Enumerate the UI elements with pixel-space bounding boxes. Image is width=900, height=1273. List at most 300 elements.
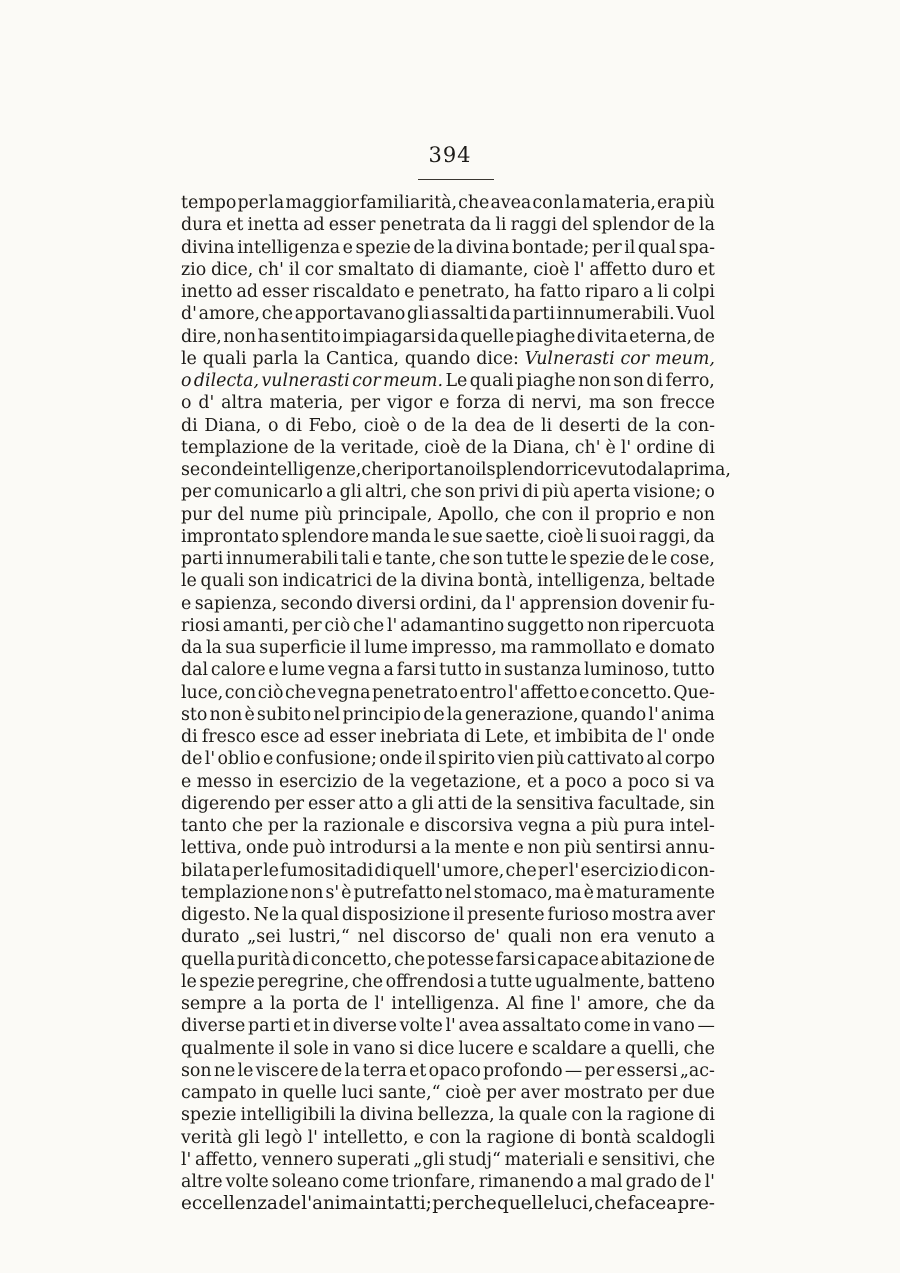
word: confusione; — [275, 749, 377, 770]
word: bilata — [181, 860, 231, 881]
word: maggior — [285, 193, 359, 213]
word: di — [659, 860, 677, 881]
word: de — [627, 549, 649, 569]
word: nel — [357, 927, 385, 948]
word: onde — [245, 838, 289, 859]
word: annu- — [665, 838, 715, 859]
word: intelligibili — [240, 1105, 336, 1126]
word: lustri,“ — [288, 927, 350, 948]
word: de' — [473, 927, 500, 948]
word: cor — [304, 259, 334, 280]
word: furioso — [547, 905, 609, 925]
word: innumerabili — [225, 549, 339, 569]
word: di — [646, 371, 664, 391]
word: improntato — [181, 526, 279, 547]
word: capace — [537, 949, 599, 970]
word: avea — [458, 1016, 500, 1037]
word: di — [698, 1105, 715, 1126]
word: materia, — [269, 393, 344, 414]
word: spezie — [199, 971, 255, 992]
word: campato — [181, 1083, 257, 1103]
word: de — [320, 1060, 343, 1081]
word: più — [687, 193, 715, 213]
word: privi — [478, 482, 519, 503]
word: saette, — [485, 526, 545, 547]
word: poco — [565, 771, 607, 792]
word: da — [489, 304, 511, 325]
word: peregrine, — [257, 971, 350, 992]
word: l' — [657, 727, 668, 747]
word: nel — [444, 882, 472, 903]
word: quali — [200, 571, 245, 592]
word: seconde — [181, 460, 254, 480]
text-line — [181, 904, 715, 926]
word: affetto — [589, 259, 647, 280]
word: riosi — [181, 615, 220, 636]
word: che — [655, 994, 687, 1014]
word: discorsiva — [424, 816, 514, 836]
word: vegna — [327, 660, 381, 681]
word: di — [419, 259, 436, 280]
text-line — [181, 704, 715, 726]
word: piaghe — [515, 326, 576, 347]
word: o — [406, 415, 418, 436]
text-line — [181, 771, 715, 793]
word: la — [699, 215, 715, 236]
word: li — [586, 526, 598, 547]
word: sentirsi — [595, 838, 662, 859]
text-line — [181, 281, 715, 303]
word: quando — [580, 704, 647, 725]
word: a — [253, 994, 264, 1014]
word: avea — [490, 193, 532, 213]
word: farsi — [495, 949, 536, 970]
word: onde — [671, 727, 715, 747]
text-line — [181, 392, 715, 414]
word: viscere — [255, 1060, 319, 1081]
word: ma — [588, 393, 616, 414]
word: Le — [445, 371, 468, 391]
word: pre- — [677, 1193, 715, 1215]
word: vita — [594, 326, 628, 347]
word: è — [244, 704, 255, 725]
word: la — [434, 838, 451, 859]
word: de — [413, 237, 435, 258]
text-line — [181, 659, 715, 681]
word: d' — [198, 393, 215, 414]
word: divina — [359, 1105, 414, 1126]
text-line — [181, 993, 715, 1015]
word: bontà, — [477, 571, 534, 592]
word: porta — [292, 994, 340, 1014]
word: che — [683, 1038, 715, 1059]
word: trionfare, — [392, 1172, 476, 1192]
word: vennero — [261, 1149, 334, 1170]
word: si — [674, 771, 690, 792]
word: ciò — [324, 615, 351, 636]
word: „sei — [247, 927, 282, 948]
word: da — [469, 215, 492, 236]
word: mente — [454, 838, 510, 859]
word: da — [480, 593, 503, 614]
word: a — [576, 1172, 588, 1192]
word: spezie — [569, 549, 625, 569]
word: templazione — [181, 437, 289, 458]
word: vien — [497, 749, 535, 770]
word: vigor — [386, 393, 433, 414]
text-line — [181, 370, 715, 392]
word: con — [532, 193, 564, 213]
word: intelletto, — [323, 1127, 409, 1148]
page-number: 394 — [428, 143, 472, 167]
word: luce, — [181, 682, 224, 703]
word: luci, — [554, 1193, 594, 1215]
word: o — [268, 415, 279, 436]
word: sustanza — [504, 660, 582, 681]
word: con — [571, 1105, 603, 1126]
word: generazione, — [464, 704, 579, 725]
word: adamantino — [400, 615, 505, 636]
word: esser — [307, 793, 355, 814]
word: che — [284, 682, 317, 703]
word: principale, — [338, 504, 433, 525]
word: Lete, — [484, 727, 530, 747]
word: diverse — [181, 1016, 246, 1037]
text-line — [181, 1060, 715, 1082]
word: e — [635, 638, 646, 658]
word: intel- — [669, 816, 715, 836]
word: meum. — [383, 371, 444, 391]
word: divina — [420, 571, 475, 592]
text-line — [181, 237, 715, 259]
word: quali — [507, 927, 552, 948]
word: domato — [648, 638, 715, 658]
word: del — [561, 215, 589, 236]
word: esser — [328, 215, 376, 236]
text-line — [181, 615, 715, 637]
word: son — [472, 549, 504, 569]
word: non — [209, 704, 243, 725]
word: la — [205, 638, 222, 658]
word: suoi — [599, 526, 637, 547]
word: lume — [364, 638, 408, 658]
word: affetto, — [195, 1149, 259, 1170]
word: et — [533, 727, 551, 747]
word: a — [397, 793, 408, 814]
word: ha — [257, 326, 280, 347]
word: profondo — [483, 1060, 563, 1081]
word: rammollato — [530, 638, 632, 658]
word: che — [361, 460, 393, 480]
word: ordini, — [419, 593, 478, 614]
word: eterna, — [629, 326, 693, 347]
word: grado — [625, 1172, 678, 1192]
word: il — [453, 905, 465, 925]
word: colpi — [672, 282, 715, 302]
word: il — [424, 749, 436, 770]
word: quando — [404, 348, 471, 369]
word: esce — [260, 727, 300, 747]
word: li — [495, 215, 507, 236]
word: „ac- — [679, 1060, 715, 1081]
word: s' — [325, 882, 340, 903]
word: dice: — [476, 348, 519, 369]
word: facultade, — [597, 793, 686, 814]
word: dea — [474, 415, 507, 436]
text-line — [181, 326, 715, 348]
word: subito — [256, 704, 312, 725]
word: legò — [264, 1127, 303, 1148]
word: sensitiva — [516, 793, 594, 814]
word: et — [293, 1016, 311, 1037]
word: smaltato — [338, 259, 415, 280]
word: nume — [249, 504, 299, 525]
word: di — [559, 1127, 576, 1148]
word: che — [393, 949, 426, 970]
word: qual — [300, 905, 340, 925]
word: parti — [248, 1016, 291, 1037]
word: come — [583, 1016, 631, 1037]
word: sentito — [280, 326, 341, 347]
word: esser — [262, 282, 309, 302]
word: indicatrici — [282, 571, 373, 592]
word: la — [344, 1060, 361, 1081]
word: dire, — [181, 326, 222, 347]
word: Ne — [253, 905, 280, 925]
text-line — [181, 570, 715, 592]
word: riscaldato — [312, 282, 401, 302]
word: meum, — [654, 348, 715, 369]
word: a — [642, 282, 654, 302]
text-line — [181, 303, 715, 325]
word: non — [559, 927, 593, 948]
word: la — [269, 994, 286, 1014]
word: splendor — [486, 460, 564, 480]
word: cor — [620, 348, 650, 369]
word: opaco — [428, 1060, 481, 1081]
header-rule — [418, 179, 494, 180]
word: con — [541, 504, 574, 525]
word: e — [262, 749, 274, 770]
word: splendor — [592, 215, 670, 236]
word: la — [437, 237, 454, 258]
word: apprension — [519, 593, 618, 614]
word: de — [278, 1193, 301, 1215]
word: e — [587, 1149, 599, 1170]
word: che — [463, 1193, 497, 1215]
text-line — [181, 526, 715, 548]
word: forza — [456, 393, 501, 414]
word: terra — [362, 1060, 407, 1081]
word: de — [362, 771, 384, 792]
word: raggi, — [638, 526, 691, 547]
word: presente — [467, 905, 545, 925]
word: che — [352, 615, 385, 636]
word: di — [522, 482, 539, 503]
word: Cantica, — [325, 348, 399, 369]
word: esercizio — [580, 860, 659, 881]
word: la — [657, 460, 674, 480]
word: vegetazione, — [410, 771, 522, 792]
word: oblio — [217, 749, 261, 770]
word: et — [226, 215, 244, 236]
word: volte — [225, 1172, 269, 1192]
word: essersi — [616, 1060, 678, 1081]
word: parla — [252, 348, 299, 369]
word: di — [576, 326, 594, 347]
word: anima — [660, 704, 715, 725]
word: potesse — [426, 949, 494, 970]
word: onde — [379, 749, 423, 770]
word: mal — [590, 1172, 623, 1192]
word: inebriata — [379, 727, 460, 747]
text-line — [181, 259, 715, 281]
word: e — [181, 771, 192, 792]
word: il — [278, 1038, 290, 1059]
word: più — [536, 749, 565, 770]
word: non — [527, 838, 561, 859]
word: cioè — [533, 259, 570, 280]
word: concetto. — [590, 682, 672, 703]
word: per — [350, 393, 381, 414]
word: ordine — [636, 437, 694, 458]
word: vano — [652, 1016, 695, 1037]
word: la — [498, 1105, 515, 1126]
word: e — [409, 816, 420, 836]
word: ma — [500, 638, 528, 658]
word: l' — [648, 704, 659, 725]
word: l' — [620, 437, 632, 458]
word: con — [429, 1127, 461, 1148]
word: quelli, — [624, 1038, 680, 1059]
word: di — [181, 727, 198, 747]
word: beltade — [649, 571, 715, 592]
word: due — [682, 1083, 715, 1103]
word: va — [694, 771, 715, 792]
word: sto — [181, 704, 208, 725]
word: l' — [386, 615, 398, 636]
word: de — [680, 1172, 702, 1192]
word: che — [231, 816, 264, 836]
word: de — [693, 326, 715, 347]
word: entro — [459, 682, 507, 703]
word: quelle — [497, 1193, 554, 1215]
word: altre — [181, 1172, 223, 1192]
word: ch' — [258, 259, 284, 280]
word: in — [332, 1038, 350, 1059]
word: non — [290, 882, 324, 903]
word: duro — [651, 259, 693, 280]
word: del — [217, 504, 245, 525]
word: la — [564, 193, 581, 213]
word: è — [605, 437, 616, 458]
word: e — [342, 237, 353, 258]
text-line — [181, 437, 715, 459]
word: veritade, — [340, 437, 420, 458]
word: penetrato, — [418, 282, 511, 302]
word: cor — [352, 371, 381, 391]
word: spezie — [181, 1105, 237, 1126]
text-line — [181, 1193, 715, 1215]
word: le — [237, 1060, 254, 1081]
word: „gli — [413, 1149, 445, 1170]
word: splendore — [281, 526, 369, 547]
word: l'anima — [301, 1193, 369, 1215]
text-line — [181, 593, 715, 615]
word: son — [248, 571, 279, 592]
text-line — [181, 415, 715, 437]
word: scaldogli — [636, 1127, 715, 1148]
word: vano — [353, 1038, 396, 1059]
text-line — [181, 481, 715, 503]
text-line — [181, 949, 715, 971]
word: di — [292, 949, 309, 970]
word: mostrato — [564, 1083, 644, 1103]
word: le — [433, 526, 450, 547]
text-line — [181, 726, 715, 748]
word: quali — [469, 371, 514, 391]
word: studj“ — [448, 1149, 501, 1170]
text-line — [181, 1127, 715, 1149]
word: diverse — [332, 1016, 397, 1037]
word: maturamente — [595, 882, 715, 903]
word: aver — [520, 1083, 560, 1103]
word: parti — [181, 549, 224, 569]
word: digesto. — [181, 905, 251, 925]
word: sole — [293, 1038, 329, 1059]
word: esser — [329, 727, 376, 747]
word: diversi — [356, 593, 416, 614]
word: per — [232, 860, 262, 881]
word: aver — [676, 905, 715, 925]
word: quella — [181, 949, 236, 970]
word: la — [446, 704, 463, 725]
word: son — [181, 1060, 212, 1081]
word: è — [341, 882, 352, 903]
word: quelle — [460, 326, 515, 347]
word: materia, — [581, 193, 656, 213]
word: volte — [399, 1016, 443, 1037]
word: ad — [236, 282, 259, 302]
word: sua — [225, 638, 256, 658]
word: — — [564, 1060, 583, 1081]
word: fresco — [201, 727, 256, 747]
word: e — [513, 838, 524, 859]
word: ad — [303, 727, 325, 747]
word: de — [375, 571, 398, 592]
word: Apollo, — [437, 504, 500, 525]
word: al — [646, 749, 663, 770]
word: Diana, — [512, 437, 570, 458]
word: superati — [336, 1149, 410, 1170]
word: penetrato — [371, 682, 458, 703]
word: vegna — [317, 682, 371, 703]
word: ripercuota — [622, 615, 715, 636]
word: Vulnerasti — [524, 348, 615, 369]
word: la — [655, 415, 672, 436]
word: intelligenza. — [391, 994, 500, 1014]
word: d' — [181, 304, 197, 325]
word: nervi, — [531, 393, 583, 414]
word: atti — [437, 793, 468, 814]
word: più — [563, 838, 592, 859]
word: tutto — [439, 660, 482, 681]
word: lettiva, — [181, 838, 243, 859]
word: può — [292, 838, 326, 859]
word: facea — [627, 1193, 678, 1215]
word: amore, — [198, 304, 261, 325]
word: la — [465, 1127, 482, 1148]
